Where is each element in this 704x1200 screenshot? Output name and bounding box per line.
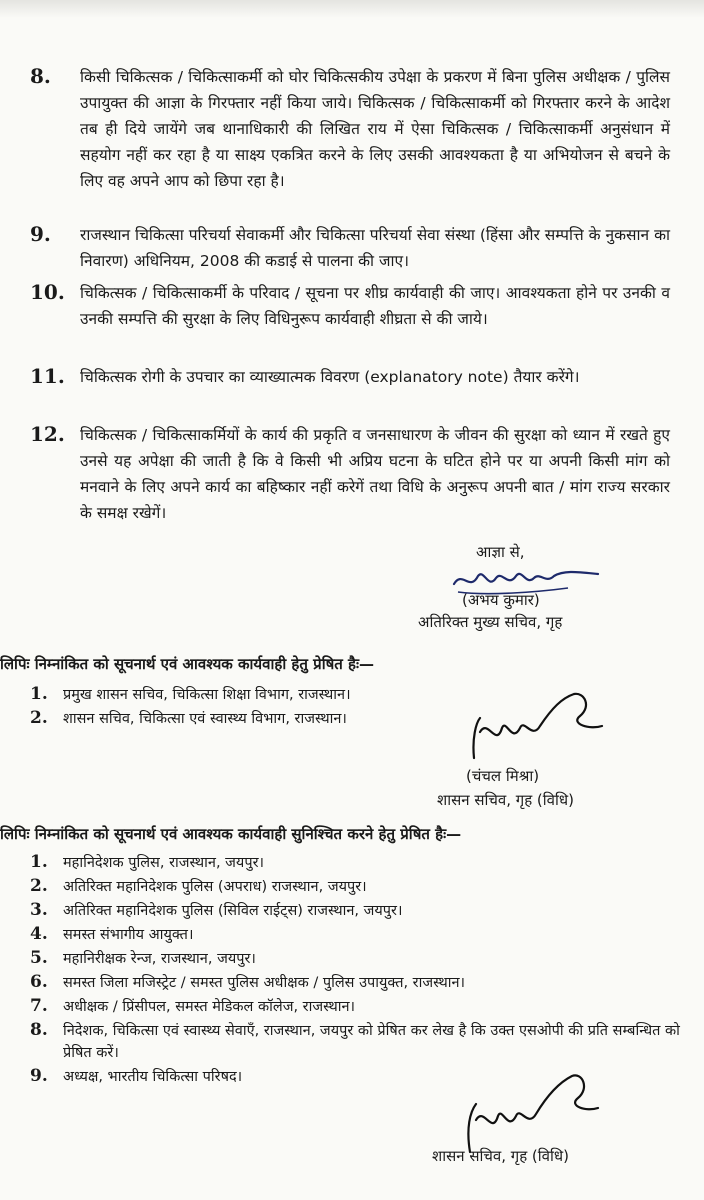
paragraph-text: चिकित्सक / चिकित्साकर्मियों के कार्य की प्रकृति व जनसाधारण के जीवन की सुरक्षा को ध्यान में रखते हुए उनसे यह अपेक्षा की जाती है कि वे किसी भी अप्रिय घटना के घटित होने पर या अपनी किसी मांग को मनवाने के लिए अपने कार्य का बहिष्कार नहीं करेगें तथा विधि के अनुरूप अपनी बात / मांग राज्य सरकार के समक्ष रखेगें। [80, 426, 670, 522]
list-item [30, 876, 680, 900]
list-item-number: 6. [30, 972, 48, 992]
list-item [30, 900, 680, 924]
list-item-text: प्रमुख शासन सचिव, चिकित्सा शिक्षा विभाग, राजस्थान। [63, 687, 351, 703]
list-item-text: समस्त जिला मजिस्ट्रेट / समस्त पुलिस अधीक्षक / पुलिस उपायुक्त, राजस्थान। [63, 975, 466, 991]
list-item-text: अतिरिक्त महानिदेशक पुलिस (अपराध) राजस्थान, जयपुर। [63, 879, 367, 895]
list-item-text: निदेशक, चिकित्सा एवं स्वास्थ्य सेवाएँ, राजस्थान, जयपुर को प्रेषित कर लेख है कि उक्त एसओपी की प्रति सम्बन्धित को प्रेषित करें। [63, 1023, 680, 1061]
paragraph-10 [30, 280, 670, 332]
list-item-number: 1. [30, 852, 48, 872]
paragraph-number: 12. [30, 422, 65, 446]
copy-list-2 [30, 852, 680, 1090]
list-item-text: महानिरीक्षक रेन्ज, राजस्थान, जयपुर। [63, 951, 256, 967]
list-item-number: 4. [30, 924, 48, 944]
signatory-designation: शासन सचिव, गृह (विधि) [437, 791, 574, 809]
list-item-number: 7. [30, 996, 48, 1016]
list-item [30, 948, 680, 972]
signature-secretary-home-law [456, 1068, 606, 1158]
list-item-text: महानिदेशक पुलिस, राजस्थान, जयपुर। [63, 855, 264, 871]
list-item [30, 972, 680, 996]
copy-heading-2: लिपिः निम्नांकित को सूचनार्थ एवं आवश्यक कार्यवाही सुनिश्चित करने हेतु प्रेषित हैः— [0, 825, 462, 843]
paragraph-text: चिकित्सक रोगी के उपचार का व्याख्यात्मक विवरण (explanatory note) तैयार करेंगे। [80, 368, 580, 386]
paragraph-text: किसी चिकित्सक / चिकित्साकर्मी को घोर चिकित्सकीय उपेक्षा के प्रकरण में बिना पुलिस अधीक्षक / पुलिस उपायुक्त की आज्ञा के गिरफ्तार नहीं किया जाये। चिकित्सक / चिकित्साकर्मी को गिरफ्तार करने के आदेश तब ही दिये जायेंगे जब थानाधिकारी की लिखित राय में ऐसा चिकित्सक / चिकित्साकर्मी अनुसंधान में सहयोग नहीं कर रहा है या साक्ष्य एकत्रित करने के लिए उसकी आवश्यकता है या अभियोजन से बचने के लिए वह अपने आप को छिपा रहा है। [80, 68, 670, 190]
list-item [30, 924, 680, 948]
list-item [30, 1020, 680, 1066]
list-item-text: अध्यक्ष, भारतीय चिकित्सा परिषद। [63, 1069, 243, 1085]
paragraph-12 [30, 422, 670, 526]
list-item-number: 3. [30, 900, 48, 920]
signatory-designation: अतिरिक्त मुख्य सचिव, गृह [418, 613, 563, 631]
list-item [30, 852, 680, 876]
paragraph-number: 9. [30, 222, 51, 246]
list-item-text: समस्त संभागीय आयुक्त। [63, 927, 194, 943]
by-order-label: आज्ञा से, [476, 543, 525, 561]
list-item-number: 8. [30, 1020, 48, 1040]
signature-chanchal-mishra [462, 688, 612, 768]
signatory-name: (अभय कुमार) [462, 591, 540, 609]
list-item-number: 9. [30, 1066, 48, 1086]
list-item-text: अधीक्षक / प्रिंसीपल, समस्त मेडिकल कॉलेज, राजस्थान। [63, 999, 356, 1015]
paragraph-text: चिकित्सक / चिकित्साकर्मी के परिवाद / सूचना पर शीघ्र कार्यवाही की जाए। आवश्यकता होने पर उनकी व उनकी सम्पत्ति की सुरक्षा के लिए विधिनुरूप कार्यवाही शीघ्रता से की जाये। [80, 284, 670, 328]
signatory-designation: शासन सचिव, गृह (विधि) [432, 1147, 569, 1165]
copy-heading-1: लिपिः निम्नांकित को सूचनार्थ एवं आवश्यक कार्यवाही हेतु प्रेषित हैः— [0, 655, 375, 673]
list-item-text: अतिरिक्त महानिदेशक पुलिस (सिविल राईट्स) राजस्थान, जयपुर। [63, 903, 403, 919]
paragraph-11 [30, 364, 670, 390]
list-item-number: 5. [30, 948, 48, 968]
paragraph-number: 8. [30, 64, 51, 88]
list-item [30, 996, 680, 1020]
list-item-number: 1. [30, 684, 48, 704]
signatory-name: (चंचल मिश्रा) [466, 767, 540, 785]
paragraph-number: 11. [30, 364, 65, 388]
list-item-text: शासन सचिव, चिकित्सा एवं स्वास्थ्य विभाग, राजस्थान। [63, 711, 347, 727]
paragraph-9 [30, 222, 670, 274]
paragraph-text: राजस्थान चिकित्सा परिचर्या सेवाकर्मी और चिकित्सा परिचर्या सेवा संस्था (हिंसा और सम्पत्ति के नुकसान का निवारण) अधिनियम, 2008 की कडाई से पालना की जाए। [80, 226, 670, 270]
list-item-number: 2. [30, 708, 48, 728]
list-item-number: 2. [30, 876, 48, 896]
paragraph-8 [30, 64, 670, 194]
page-edge-shadow [0, 0, 704, 18]
paragraph-number: 10. [30, 280, 65, 304]
